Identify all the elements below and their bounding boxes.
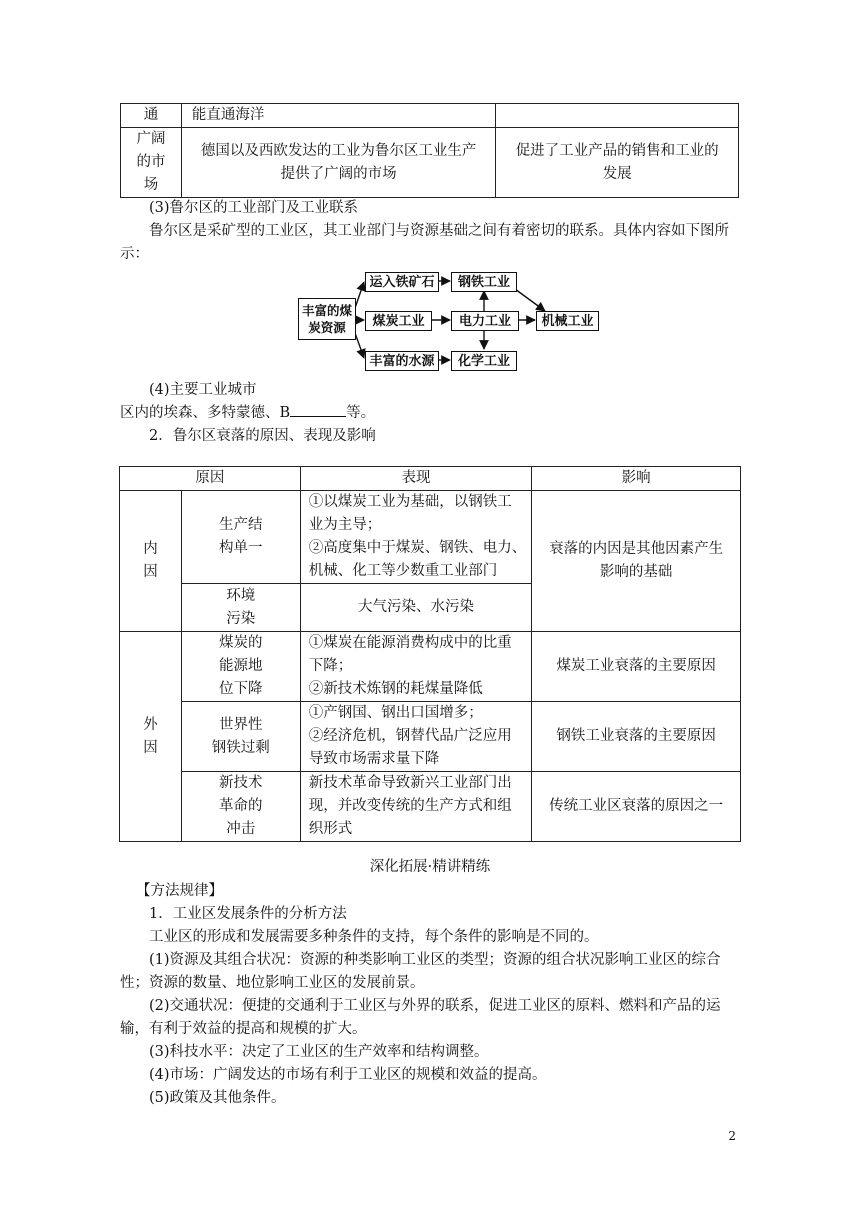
cause-cell: 世界性 钢铁过剩 [181, 702, 300, 772]
method-p5: (5)政策及其他条件。 [149, 1090, 286, 1106]
cities-text: 区内的埃森、多特蒙德、B [120, 405, 291, 421]
cities-text-end: 等。 [346, 405, 376, 421]
cause-cell: 煤炭的 能源地 位下降 [181, 632, 300, 702]
impact-cell: 煤炭工业衰落的主要原因 [532, 632, 741, 702]
section-4-text [120, 402, 740, 425]
impact-cell: 钢铁工业衰落的主要原因 [532, 702, 741, 772]
method-p4: (4)市场：广阔发达的市场有利于工业区的规模和效益的提高。 [149, 1067, 547, 1083]
table-row [121, 104, 739, 128]
cause-cell: 新技术 革命的 冲击 [181, 772, 300, 842]
section-4-heading: (4)主要工业城市 [149, 382, 257, 398]
effect-cell [496, 104, 739, 128]
table-row [120, 772, 741, 842]
transport-market-table [120, 103, 739, 198]
factor-cell: 广阔 的市 场 [121, 128, 182, 198]
condition-cell: 能直通海洋 [181, 104, 495, 128]
method-intro: 工业区的形成和发展需要多种条件的支持，每个条件的影响是不同的。 [149, 929, 599, 945]
header-impact: 影响 [532, 467, 741, 491]
header-performance: 表现 [300, 467, 532, 491]
node-iron-ore: 运入铁矿石 [365, 272, 439, 292]
section-3-heading: (3)鲁尔区的工业部门及工业联系 [149, 200, 359, 216]
table-row [121, 128, 739, 198]
node-water: 丰富的水源 [365, 351, 439, 371]
node-steel: 钢铁工业 [451, 272, 517, 292]
table-header-row [120, 467, 741, 491]
arrow-steel-to-machinery [515, 289, 545, 311]
arrow-coal-to-ironore [355, 282, 364, 308]
arrow-coal-to-water [355, 333, 364, 358]
performance-cell: 新技术革命导致新兴工业部门出 现，并改变传统的生产方式和组 织形式 [300, 772, 532, 842]
method-p1: (1)资源及其组合状况：资源的种类影响工业区的类型；资源的组合状况影响工业区的综合性；资源的数量、地位影响工业区的发展前景。 [120, 952, 721, 991]
internal-group: 内 因 [120, 491, 182, 632]
cause-cell: 生产结 构单一 [181, 491, 300, 584]
impact-cell: 传统工业区衰落的原因之一 [532, 772, 741, 842]
external-group: 外 因 [120, 632, 182, 842]
decline-table [119, 466, 741, 842]
performance-cell: ①产钢国、钢出口国增多； ②经济危机，钢替代品广泛应用 导致市场需求量下降 [300, 702, 532, 772]
deepen-title: 深化拓展·精讲精练 [369, 859, 491, 875]
page-number: 2 [728, 1129, 736, 1143]
node-machinery: 机械工业 [536, 311, 599, 331]
node-power: 电力工业 [451, 311, 519, 331]
table-row [120, 702, 741, 772]
method-item-1: 1．工业区发展条件的分析方法 [149, 906, 347, 922]
condition-cell: 德国以及西欧发达的工业为鲁尔区工业生产 提供了广阔的市场 [181, 128, 495, 198]
effect-cell: 促进了工业产品的销售和工业的 发展 [496, 128, 739, 198]
section-3-text: 鲁尔区是采矿型的工业区，其工业部门与资源基础之间有着密切的联系。具体内容如下图所示： [120, 223, 729, 262]
cause-cell: 环境 污染 [181, 584, 300, 632]
header-cause: 原因 [120, 467, 301, 491]
method-p2: (2)交通状况：便捷的交通利于工业区与外界的联系，促进工业区的原料、燃料和产品的运输，有利于效益的提高和规模的扩大。 [120, 998, 721, 1037]
performance-cell: 大气污染、水污染 [300, 584, 532, 632]
table-row [120, 491, 741, 584]
performance-cell: ①以煤炭工业为基础，以钢铁工 业为主导； ②高度集中于煤炭、钢铁、电力、 机械、化工等少数重工业部门 [300, 491, 532, 584]
fill-blank [290, 402, 346, 417]
decline-heading: 2．鲁尔区衰落的原因、表现及影响 [149, 428, 376, 444]
node-coal-industry: 煤炭工业 [365, 311, 432, 331]
method-p3: (3)科技水平：决定了工业区的生产效率和结构调整。 [149, 1044, 489, 1060]
internal-impact: 衰落的内因是其他因素产生 影响的基础 [532, 491, 741, 632]
performance-cell: ①煤炭在能源消费构成中的比重 下降； ②新技术炼钢的耗煤量降低 [300, 632, 532, 702]
table-row [120, 632, 741, 702]
node-coal-resource: 丰富的煤炭资源 [298, 298, 356, 340]
method-label: 【方法规律】 [136, 883, 223, 899]
factor-cell: 通 [121, 104, 182, 128]
node-chemical: 化学工业 [451, 351, 517, 371]
